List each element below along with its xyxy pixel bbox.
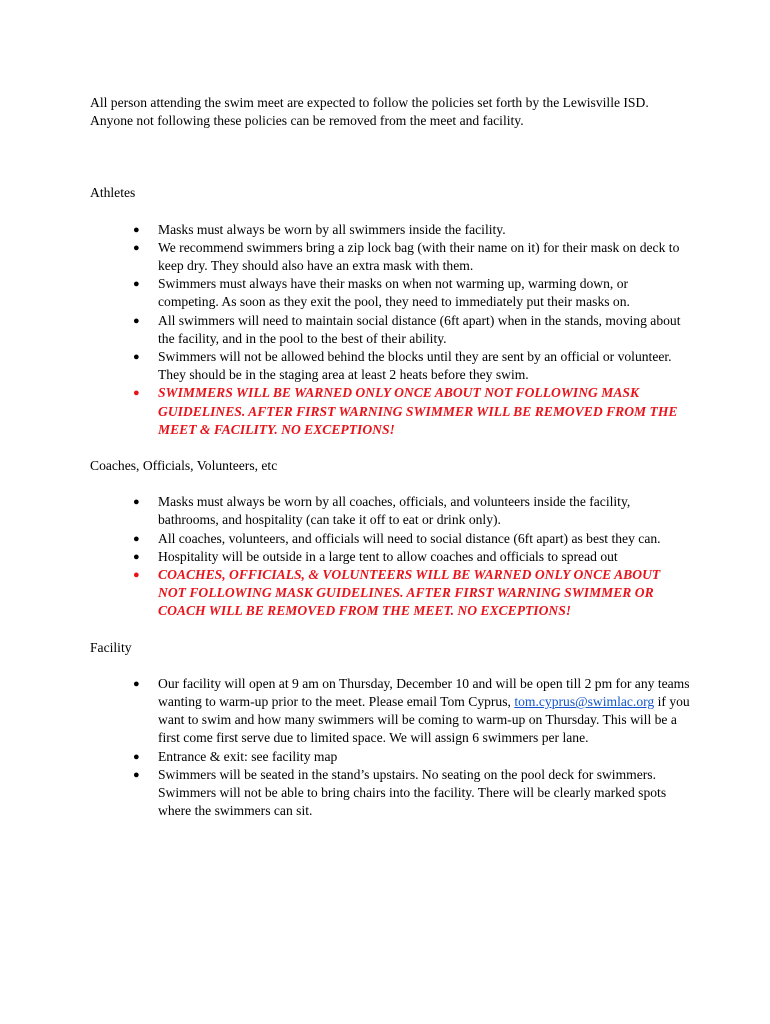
- list-item-text-continued: if you want to swim and how many swimmers will be coming to warm-up on Thursday. This will be a first come first serve due to limited space. We will assign 6 swimmers per lane.: [158, 694, 690, 746]
- list-item-text: Our facility will open at 9 am on Thursday, December 10 and will be open till 2 pm for any teams wanting to warm-up prior to the meet. Please email Tom Cyprus,: [158, 675, 690, 710]
- list-item: [90, 530, 690, 548]
- intro-paragraph: All person attending the swim meet are expected to follow the policies set forth by the Lewisville ISD. Anyone not following these policies can be removed from the meet and facility.: [90, 95, 649, 129]
- warning-text: SWIMMERS WILL BE WARNED ONLY ONCE ABOUT NOT FOLLOWING MASK GUIDELINES. AFTER FIRST WARNING SWIMMER WILL BE REMOVED FROM THE MEET & FACILITY. NO EXCEPTIONS!: [158, 385, 678, 437]
- bullet-icon: ●: [133, 750, 140, 763]
- list-item-text: Swimmers must always have their masks on when not warming up, warming down, or competing. As soon as they exit the pool, they need to immediately put their masks on.: [158, 276, 630, 310]
- bullet-icon: ●: [133, 314, 140, 327]
- bullet-icon: ●: [133, 387, 140, 400]
- bullet-icon: ●: [133, 223, 140, 236]
- list-item: [90, 348, 690, 384]
- bullet-icon: ●: [133, 532, 140, 545]
- warning-list-item: [90, 566, 690, 621]
- list-item-text: Entrance & exit: see facility map: [158, 748, 338, 764]
- list-item-text: We recommend swimmers bring a zip lock bag (with their name on it) for their mask on deck to keep dry. They should also have an extra mask with them.: [158, 239, 680, 274]
- bullet-icon: ●: [133, 278, 140, 291]
- coaches-list: [90, 493, 690, 620]
- bullet-icon: ●: [133, 550, 140, 563]
- list-item: [90, 675, 690, 748]
- athletes-list: [90, 221, 690, 439]
- facility-list: [90, 675, 690, 821]
- section-heading-athletes: Athletes: [90, 185, 136, 201]
- list-item: [90, 493, 690, 529]
- section-heading-coaches: Coaches, Officials, Volunteers, etc: [90, 458, 278, 474]
- list-item-text: All swimmers will need to maintain social distance (6ft apart) when in the stands, moving about the facility, and in the pool to the best of their ability.: [158, 312, 681, 346]
- section-heading-facility: Facility: [90, 639, 132, 655]
- list-item-text: Masks must always be worn by all swimmers inside the facility.: [158, 221, 506, 237]
- list-item-text: Hospitality will be outside in a large tent to allow coaches and officials to spread out: [158, 548, 618, 564]
- list-item: [90, 766, 690, 821]
- list-item-text: Swimmers will not be allowed behind the blocks until they are sent by an official or volunteer. They should be in the staging area at least 2 heats before they swim.: [158, 349, 672, 383]
- bullet-icon: ●: [133, 241, 140, 254]
- document-page: [90, 94, 690, 821]
- list-item: [90, 548, 690, 566]
- list-item-text: Swimmers will be seated in the stand’s upstairs. No seating on the pool deck for swimmers. Swimmers will not be able to bring chairs into the facility. There will be clearly marked spots where the swimmers can sit.: [158, 766, 667, 819]
- bullet-icon: ●: [133, 677, 140, 690]
- warning-text: COACHES, OFFICIALS, & VOLUNTEERS WILL BE WARNED ONLY ONCE ABOUT NOT FOLLOWING MASK GUIDELINES. AFTER FIRST WARNING SWIMMER OR COACH WILL BE REMOVED FROM THE MEET. NO EXCEPTIONS!: [158, 567, 661, 619]
- list-item: [90, 221, 690, 239]
- list-item: [90, 312, 690, 348]
- warning-list-item: [90, 384, 690, 439]
- list-item: [90, 275, 690, 311]
- list-item: [90, 239, 690, 275]
- email-link[interactable]: tom.cyprus@swimlac.org: [514, 694, 655, 710]
- bullet-icon: ●: [133, 351, 140, 364]
- list-item: [90, 748, 690, 766]
- list-item-text: All coaches, volunteers, and officials will need to social distance (6ft apart) as best they can.: [158, 530, 661, 546]
- bullet-icon: ●: [133, 496, 140, 509]
- bullet-icon: ●: [133, 768, 140, 781]
- list-item-text: Masks must always be worn by all coaches, officials, and volunteers inside the facility, bathrooms, and hospitality (can take it off to eat or drink only).: [158, 494, 631, 528]
- bullet-icon: ●: [133, 569, 140, 582]
